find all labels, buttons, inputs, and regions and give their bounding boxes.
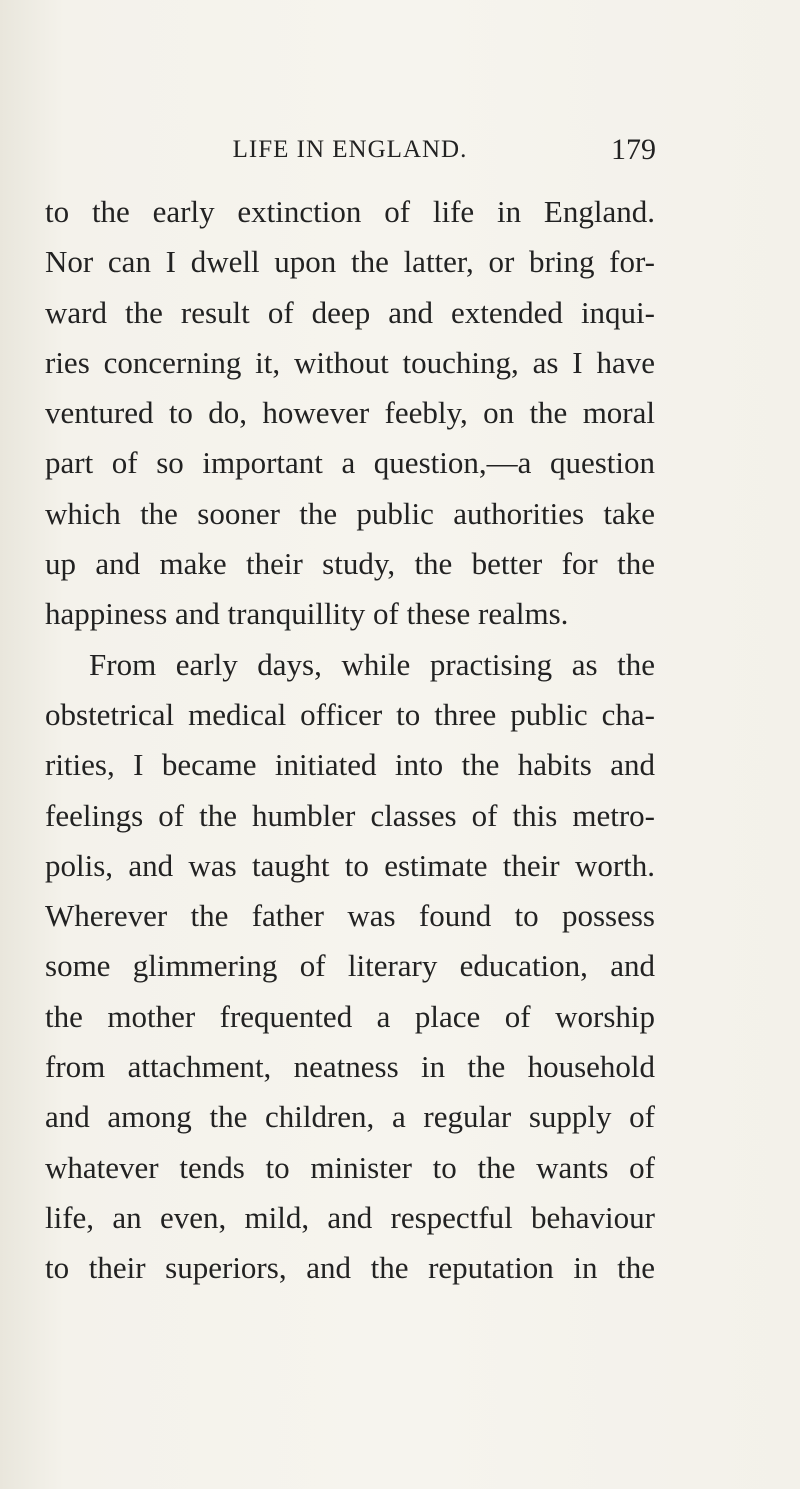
text-line: ventured to do, however feebly, on the moral [45,395,655,431]
text-line: which the sooner the public authorities take [45,495,655,531]
running-header [0,128,800,168]
text-line: ries concerning it, without touching, as I have [45,344,655,380]
text-line: feelings of the humbler classes of this metro- [45,797,655,833]
body-text [45,187,655,1294]
text-line: From early days, while practising as the [89,646,655,682]
text-line: ward the result of deep and extended inqui- [45,294,655,330]
text-line: life, an even, mild, and respectful behaviour [45,1199,655,1235]
text-line: Wherever the father was found to possess [45,898,655,934]
text-line: the mother frequented a place of worship [45,998,655,1034]
text-line: to the early extinction of life in England. [45,194,655,229]
text-line: happiness and tranquillity of these realms. [45,596,569,632]
text-line: and among the children, a regular supply of [45,1099,655,1135]
running-title: LIFE IN ENGLAND. [232,136,468,163]
page-number: 179 [611,133,656,166]
text-line: from attachment, neatness in the household [45,1049,655,1085]
text-line: up and make their study, the better for the [45,546,655,582]
text-line: part of so important a question,—a question [45,445,655,481]
text-line: to their superiors, and the reputation in the [45,1250,655,1286]
text-line: obstetrical medical officer to three public cha- [45,696,655,732]
text-line: some glimmering of literary education, and [45,948,655,984]
text-line: rities, I became initiated into the habits and [45,747,655,783]
text-line: polis, and was taught to estimate their worth. [45,847,655,883]
text-line: whatever tends to minister to the wants of [45,1149,655,1185]
text-line: Nor can I dwell upon the latter, or bring for- [45,244,655,280]
